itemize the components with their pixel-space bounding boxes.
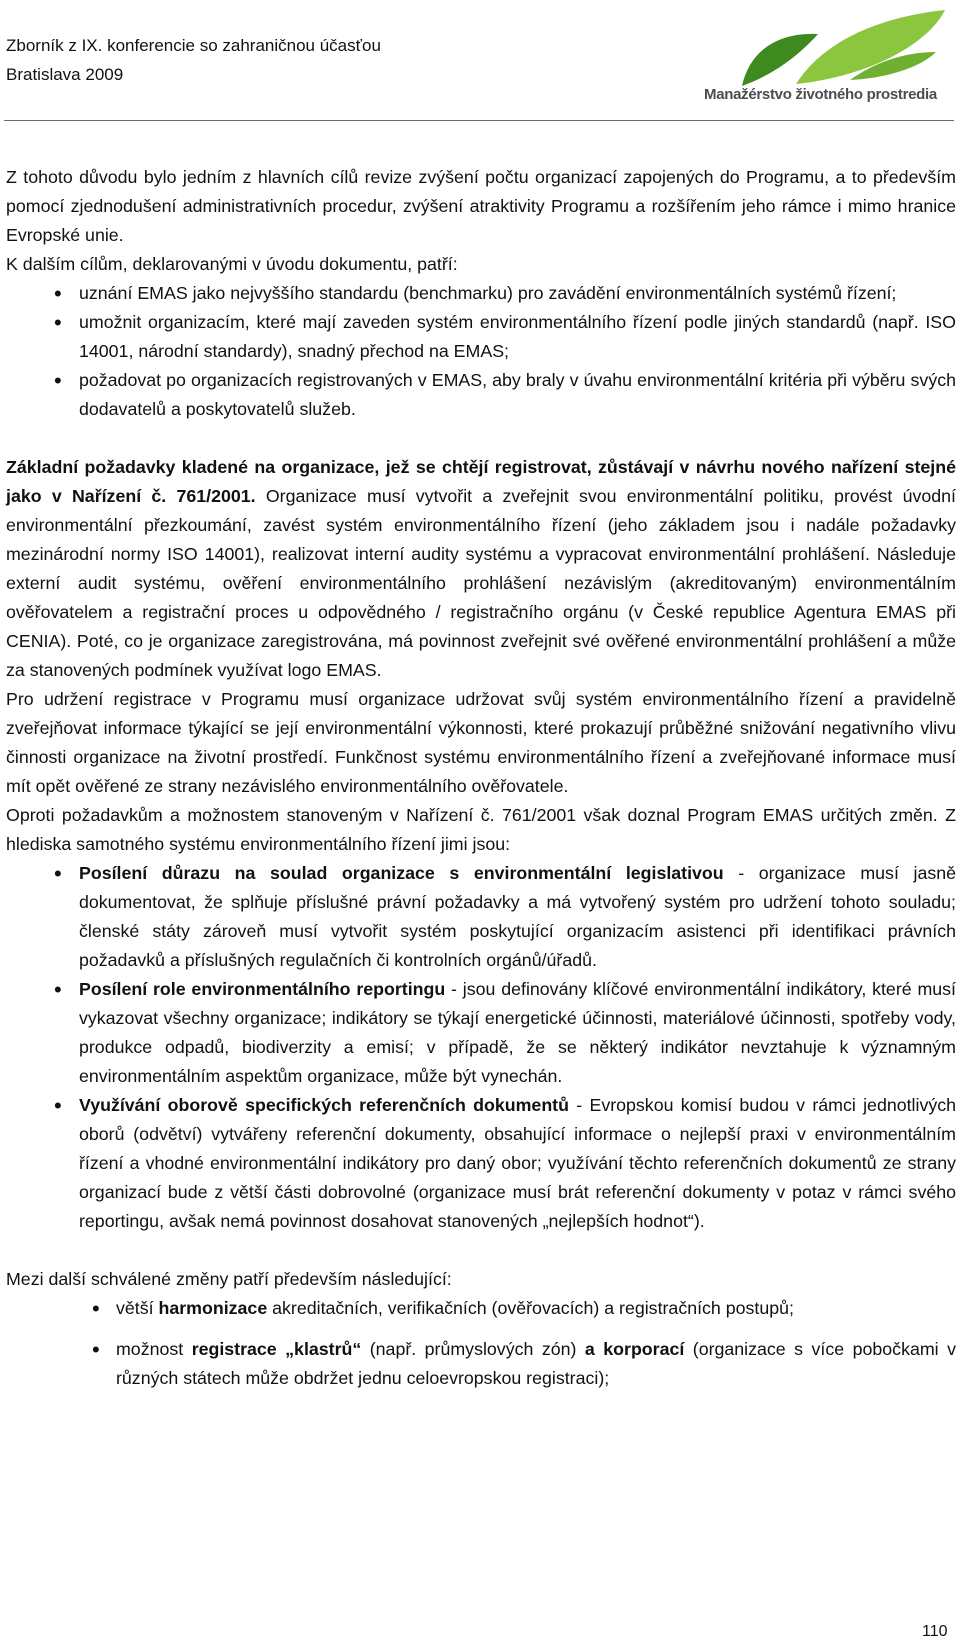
paragraph: Z tohoto důvodu bylo jedním z hlavních cílů revize zvýšení počtu organizací zapojených do Programu, a to především pomocí zjednodušení administrativních procedur, zvýšení atraktivity Programu a rozšířením jeho rámce i mimo hranice Evropské unie. — [6, 167, 956, 245]
goals-list — [6, 279, 956, 424]
list-item: • Využívání oborově specifických referenčních dokumentů - Evropskou komisí budou v rámci jednotlivých oborů (odvětví) vytvářeny referenční dokumenty, obsahující informace o nejlepší praxi v environmentálním řízení a vhodné environmentální indikátory pro daný obor; využívání těchto referenčních dokumentů ze strany organizací bude z větší části dobrovolné (organizace musí brát referenční dokumenty v potaz v rámci svého reportingu, avšak nemá povinnost dosahovat stanovených „nejlepších hodnot“). — [6, 1091, 956, 1236]
list-item: • větší harmonizace akreditačních, verifikačních (ověřovacích) a registračních postupů; — [6, 1294, 956, 1323]
list-item: • požadovat po organizacích registrovaných v EMAS, aby braly v úvahu environmentální kritéria při výběru svých dodavatelů a poskytovatelů služeb. — [6, 366, 956, 424]
document-body — [6, 163, 956, 1393]
paragraph: K dalším cílům, deklarovanými v úvodu dokumentu, patří: — [6, 254, 458, 274]
list-item: • uznání EMAS jako nejvyššího standardu (benchmarku) pro zavádění environmentálních systémů řízení; — [6, 279, 956, 308]
paragraph: Základní požadavky kladené na organizace, jež se chtějí registrovat, zůstávají v návrhu nového nařízení stejné jako v Nařízení č. 761/2001. Organizace musí vytvořit a zveřejnit svou environmentální politiku, provést úvodní environmentální přezkoumání, zavést systém environmentálního řízení (jeho základem jsou i nadále požadavky mezinárodní normy ISO 14001), realizovat interní audity systému a vypracovat environmentální prohlášení. Následuje externí audit systému, ověření environmentálního prohlášení nezávislým (akreditovaným) environmentálním ověřovatelem a registrační proces u odpovědného / registračního orgánu (v České republice Agentura EMAS při CENIA). Poté, co je organizace zaregistrována, má povinnost zveřejnit své ověřené environmentální prohlášení a může za stanovených podmínek využívat logo EMAS. — [6, 457, 956, 680]
header-conference-title: Zborník z IX. konferencie so zahraničnou účasťou — [6, 36, 381, 55]
page-number: 110 — [922, 1623, 948, 1640]
paragraph: Oproti požadavkům a možnostem stanoveným v Nařízení č. 761/2001 však doznal Program EMAS určitých změn. Z hlediska samotného systému environmentálního řízení jimi jsou: — [6, 805, 956, 854]
other-changes-list — [6, 1294, 956, 1393]
paragraph: Mezi další schválené změny patří především následující: — [6, 1269, 452, 1289]
logo-text: Manažérstvo životného prostredia — [704, 86, 937, 103]
list-item: • umožnit organizacím, které mají zaveden systém environmentálního řízení podle jiných standardů (např. ISO 14001, národní standardy), snadný přechod na EMAS; — [6, 308, 956, 366]
paragraph: Pro udržení registrace v Programu musí organizace udržovat svůj systém environmentálního řízení a pravidelně zveřejňovat informace týkající se její environmentální výkonnosti, které prokazují průběžné snižování negativního vlivu činnosti organizace na životní prostředí. Funkčnost systému environmentálního řízení a zveřejňované informace musí mít opět ověřené ze strany nezávislého environmentálního ověřovatele. — [6, 689, 956, 796]
bold-lead: Základní požadavky kladené na organizace, jež se chtějí registrovat, zůstávají v návrhu nového nařízení stejné jako v Nařízení č. 761/2001. — [6, 457, 956, 506]
list-item: • Posílení důrazu na soulad organizace s environmentální legislativou - organizace musí jasně dokumentovat, že splňuje příslušné právní požadavky a má vytvořený systém pro udržení tohoto souladu; členské státy zároveň musí vytvořit systém poskytující organizacím asistenci při identifikaci právních požadavků a příslušných regulačních či kontrolních orgánů/úřadů. — [6, 859, 956, 975]
header-location-year: Bratislava 2009 — [6, 65, 124, 84]
header-divider — [4, 120, 954, 121]
page-header — [0, 0, 960, 121]
list-item: • možnost registrace „klastrů“ (např. průmyslových zón) a korporací (organizace s více pobočkami v různých státech může obdržet jednu celoevropskou registraci); — [6, 1335, 956, 1393]
list-item: • Posílení role environmentálního reportingu - jsou definovány klíčové environmentální indikátory, které musí vykazovat všechny organizace; indikátory se týkají energetické účinnosti, materiálové účinnosti, spotřeby vody, produkce odpadů, biodiverzity a emisí; v případě, že se některý indikátor nevztahuje k významným environmentálním aspektům organizace, může být vynechán. — [6, 975, 956, 1091]
changes-list — [6, 859, 956, 1236]
